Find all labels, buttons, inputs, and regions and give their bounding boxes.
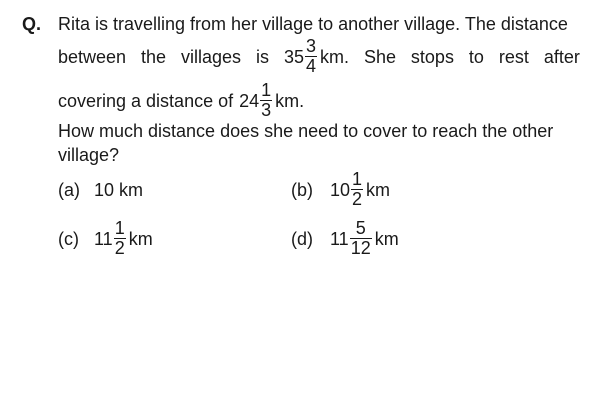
numerator: 3 — [305, 36, 316, 56]
numerator: 1 — [261, 80, 272, 100]
option-b-label: (b) — [291, 180, 313, 200]
unit: km — [366, 179, 391, 200]
denominator: 2 — [114, 238, 125, 258]
numerator: 1 — [114, 218, 125, 238]
fraction — [305, 37, 317, 76]
whole-number: 11 — [330, 228, 349, 249]
whole-number: 11 — [94, 228, 113, 249]
option-d-label: (d) — [291, 229, 313, 249]
option-c-label: (c) — [58, 229, 79, 249]
covered-distance-fraction — [239, 81, 304, 120]
word: stops — [410, 46, 454, 67]
numerator: 1 — [352, 169, 363, 189]
question-line-2 — [58, 37, 580, 76]
whole-number: 24 — [239, 90, 260, 111]
question-line-4: How much distance does she need to cover to reach the other — [58, 121, 554, 141]
line-3-text: covering a distance of — [58, 90, 234, 111]
question-line-5: village? — [58, 145, 120, 165]
unit: km. — [319, 46, 349, 67]
word: between — [58, 46, 127, 67]
denominator: 2 — [352, 189, 363, 209]
denominator: 4 — [305, 56, 316, 76]
question-label: Q. — [22, 14, 42, 34]
fraction — [260, 81, 272, 120]
whole-number: 10 — [330, 179, 351, 200]
fraction — [351, 170, 363, 209]
whole-number: 35 — [283, 46, 304, 67]
question-line-3 — [58, 81, 304, 120]
denominator: 12 — [350, 238, 371, 258]
word: She — [363, 46, 396, 67]
option-a-label: (a) — [58, 180, 80, 200]
word: to — [468, 46, 484, 67]
option-b-value — [330, 170, 390, 209]
question-line-1: Rita is travelling from her village to another village. The distance — [58, 14, 568, 34]
fraction — [350, 219, 372, 258]
unit: km — [128, 228, 153, 249]
numerator: 5 — [355, 218, 366, 238]
fraction — [114, 219, 126, 258]
unit: km. — [275, 90, 305, 111]
word: rest — [498, 46, 529, 67]
option-d-value — [330, 219, 399, 258]
word: is — [255, 46, 269, 67]
word: after — [543, 46, 580, 67]
word: villages — [181, 46, 242, 67]
option-c-value — [94, 219, 153, 258]
word: the — [141, 46, 167, 67]
option-a-text: 10 km — [94, 180, 144, 200]
total-distance-fraction — [284, 37, 349, 76]
denominator: 3 — [261, 100, 272, 120]
unit: km — [374, 228, 399, 249]
